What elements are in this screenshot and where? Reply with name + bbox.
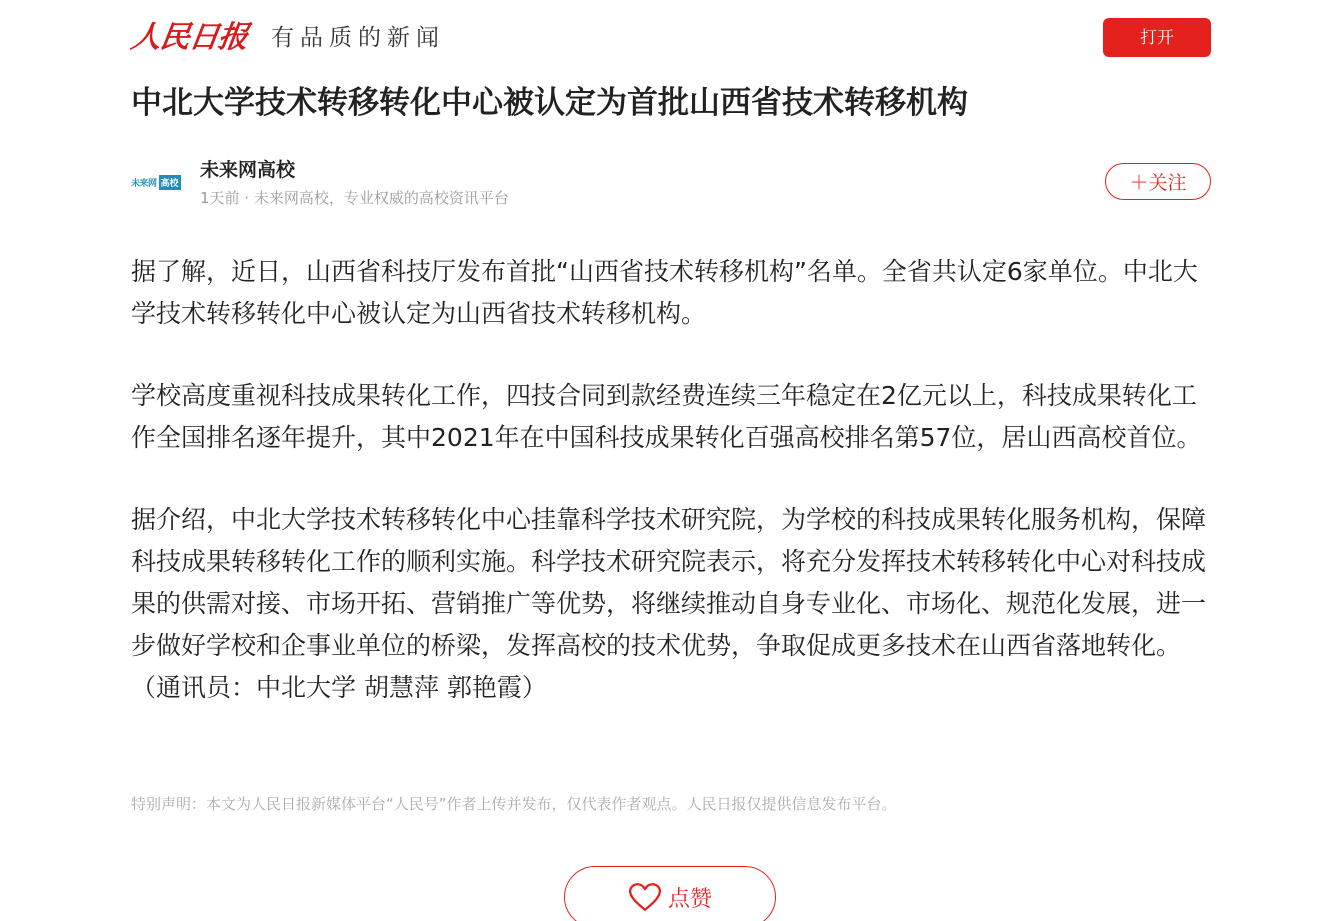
people-daily-logo: 人民日报 bbox=[128, 20, 250, 55]
author-row bbox=[131, 155, 1211, 215]
avatar[interactable] bbox=[131, 171, 185, 193]
brand-slogan: 有品质的新闻 bbox=[271, 25, 445, 51]
disclaimer: 特别声明：本文为人民日报新媒体平台“人民号”作者上传并发布，仅代表作者观点。人民日报仅提供信息发布平台。 bbox=[131, 795, 897, 813]
avatar-text-left: 未来网 bbox=[131, 178, 157, 189]
brand bbox=[128, 18, 445, 58]
article-body bbox=[131, 251, 1211, 749]
author-name[interactable]: 未来网高校 bbox=[200, 159, 296, 181]
avatar-text-right: 高校 bbox=[159, 175, 181, 190]
like-label: 点赞 bbox=[667, 886, 712, 912]
paragraph: 据了解，近日，山西省科技厅发布首批“山西省技术转移机构”名单。全省共认定6家单位。中北大学技术转移转化中心被认定为山西省技术转移机构。 bbox=[131, 257, 1198, 328]
author-meta: 1天前 · 未来网高校，专业权威的高校资讯平台 bbox=[200, 189, 509, 207]
like-button[interactable] bbox=[564, 866, 776, 921]
open-app-button[interactable]: 打开 bbox=[1103, 18, 1211, 57]
article-title: 中北大学技术转移转化中心被认定为首批山西省技术转移机构 bbox=[131, 85, 968, 121]
top-header bbox=[128, 18, 1211, 58]
follow-button[interactable]: ＋关注 bbox=[1105, 163, 1211, 200]
heart-icon bbox=[628, 882, 662, 912]
paragraph: 据介绍，中北大学技术转移转化中心挂靠科学技术研究院，为学校的科技成果转化服务机构，保障科技成果转移转化工作的顺利实施。科学技术研究院表示，将充分发挥技术转移转化中心对科技成果的供需对接、市场开拓、营销推广等优势，将继续推动自身专业化、市场化、规范化发展，进一步做好学校和企事业单位的桥梁，发挥高校的技术优势，争取促成更多技术在山西省落地转化。（通讯员：中北大学 胡慧萍 郭艳霞） bbox=[131, 505, 1207, 702]
paragraph: 学校高度重视科技成果转化工作，四技合同到款经费连续三年稳定在2亿元以上，科技成果转化工作全国排名逐年提升，其中2021年在中国科技成果转化百强高校排名第57位，居山西高校首位。 bbox=[131, 381, 1202, 452]
